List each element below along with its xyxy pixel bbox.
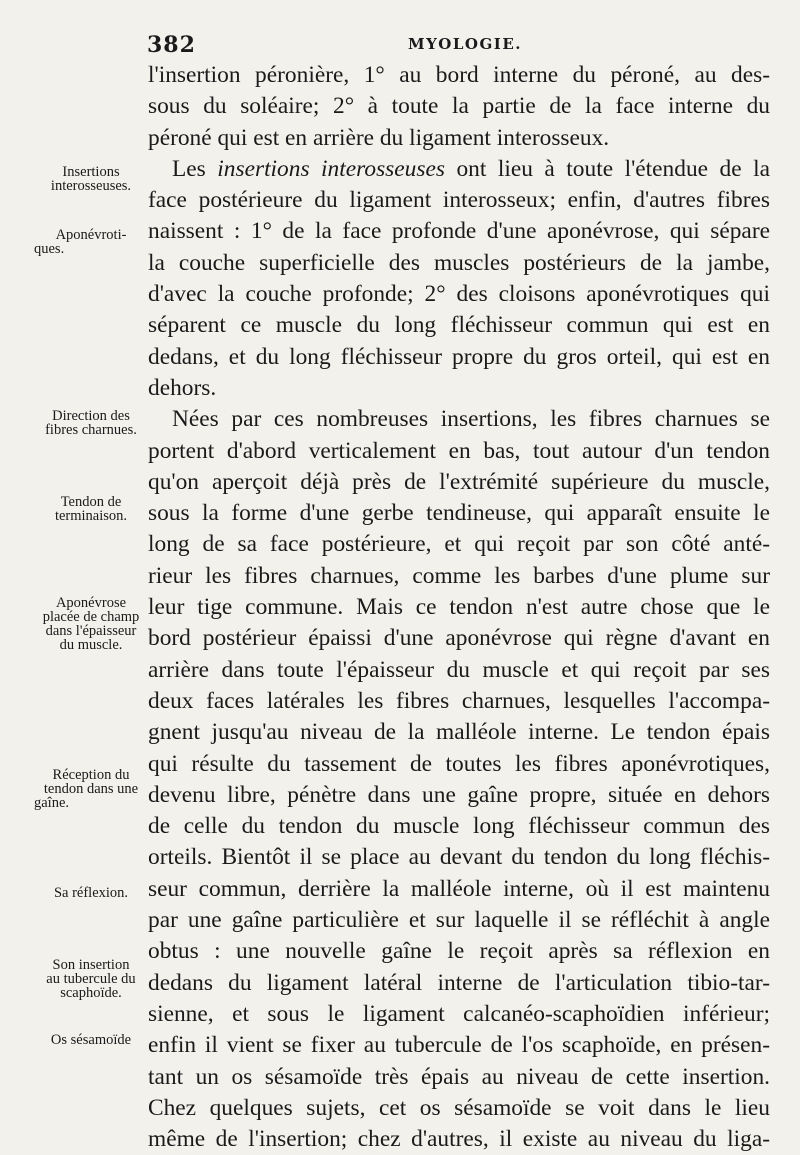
margin-note-insertions-interosseuses: Insertions interosseuses. (50, 164, 132, 194)
text-line: obtus : une nouvelle gaîne le reçoit après sa réflexion en (148, 938, 770, 965)
page-header (0, 32, 800, 58)
text-line: deux faces latérales les fibres charnues, lesquelles l'accompa- (148, 687, 770, 714)
text-line: devenu libre, pénètre dans une gaîne propre, située en dehors (148, 781, 770, 808)
running-title: MYOLOGIE. (408, 35, 522, 53)
body-text (148, 60, 770, 1155)
text-line: rieur les fibres charnues, comme les barbes d'une plume sur (148, 562, 770, 589)
text-line: sous la forme d'une gerbe tendineuse, qui apparaît ensuite le (148, 500, 770, 527)
margin-note-son-insertion: Son insertion au tubercule du scaphoïde. (46, 957, 136, 1001)
margin-note-aponevrose-placee: Aponévrose placée de champ dans l'épaisseur du muscle. (42, 595, 140, 653)
margin-note-reception-tendon: Réception du tendon dans une gaîne. (34, 767, 139, 811)
text-line-insertions: Les insertions interosseuses ont lieu à toute l'étendue de la (172, 155, 770, 182)
text-line: seur commun, derrière la malléole interne, où il est maintenu (148, 875, 770, 902)
text-line: naissent : 1° de la face profonde d'une aponévrose, qui sépare (148, 218, 770, 245)
text-line: arrière dans toute l'épaisseur du muscle et qui reçoit par ses (148, 656, 770, 683)
text-line: Nées par ces nombreuses insertions, les fibres charnues se (172, 406, 770, 433)
text-line: tant un os sésamoïde très épais au niveau de cette insertion. (148, 1063, 770, 1090)
margin-note-os-sesamoide: Os sésamoïde (50, 1032, 132, 1048)
text-line: séparent ce muscle du long fléchisseur commun qui est en (148, 312, 770, 339)
text-line: la couche superficielle des muscles postérieurs de la jambe, (148, 249, 770, 276)
text-line: l'insertion péronière, 1° au bord interne du péroné, au des- (148, 62, 770, 88)
text-line: même de l'insertion; chez d'autres, il existe au niveau du liga- (148, 1126, 770, 1153)
text-line: sienne, et sous le ligament calcanéo-scaphoïdien inférieur; (148, 1000, 770, 1027)
text-line: dedans du ligament latéral interne de l'articulation tibio-tar- (148, 969, 770, 996)
text-line: dehors. (148, 374, 217, 401)
text-line: gnent jusqu'au niveau de la malléole interne. Le tendon épais (148, 719, 770, 746)
text-line: de celle du tendon du muscle long fléchisseur commun des (148, 813, 770, 840)
text-line: par une gaîne particulière et sur laquelle il se réfléchit à angle (148, 907, 770, 934)
text-line: Chez quelques sujets, cet os sésamoïde se voit dans le lieu (148, 1094, 770, 1121)
text-line: face postérieure du ligament interosseux; enfin, d'autres fibres (148, 187, 770, 214)
italic-term: insertions interosseuses (217, 155, 445, 182)
text-line: portent d'abord verticalement en bas, tout autour d'un tendon (148, 437, 770, 464)
margin-note-sa-reflexion: Sa réflexion. (53, 885, 129, 901)
text-line: orteils. Bientôt il se place au devant du tendon du long fléchis- (148, 844, 770, 871)
text-line: d'avec la couche profonde; 2° des cloisons aponévrotiques qui (148, 281, 770, 308)
margin-note-direction-fibres: Direction des fibres charnues. (45, 408, 137, 438)
margin-note-aponevrotiques: Aponévroti- ques. (34, 227, 127, 257)
text-line: péroné qui est en arrière du ligament interosseux. (148, 124, 610, 151)
text-line: enfin il vient se fixer au tubercule de l'os scaphoïde, en présen- (148, 1032, 770, 1059)
text-line: sous du soléaire; 2° à toute la partie de la face interne du (148, 93, 770, 120)
margin-note-tendon-terminaison: Tendon de terminaison. (54, 494, 128, 524)
page-number: 382 (147, 32, 196, 58)
text-line: dedans, et du long fléchisseur propre du gros orteil, qui est en (148, 343, 770, 370)
text-line: bord postérieur épaissi d'une aponévrose qui règne d'avant en (148, 625, 770, 652)
text-line: long de sa face postérieure, et qui reçoit par son côté anté- (148, 531, 770, 558)
text-line: qui résulte du tassement de toutes les fibres aponévrotiques, (148, 750, 770, 777)
text-line: leur tige commune. Mais ce tendon n'est autre chose que le (148, 594, 770, 621)
text-line: qu'on aperçoit déjà près de l'extrémité supérieure du muscle, (148, 468, 770, 495)
